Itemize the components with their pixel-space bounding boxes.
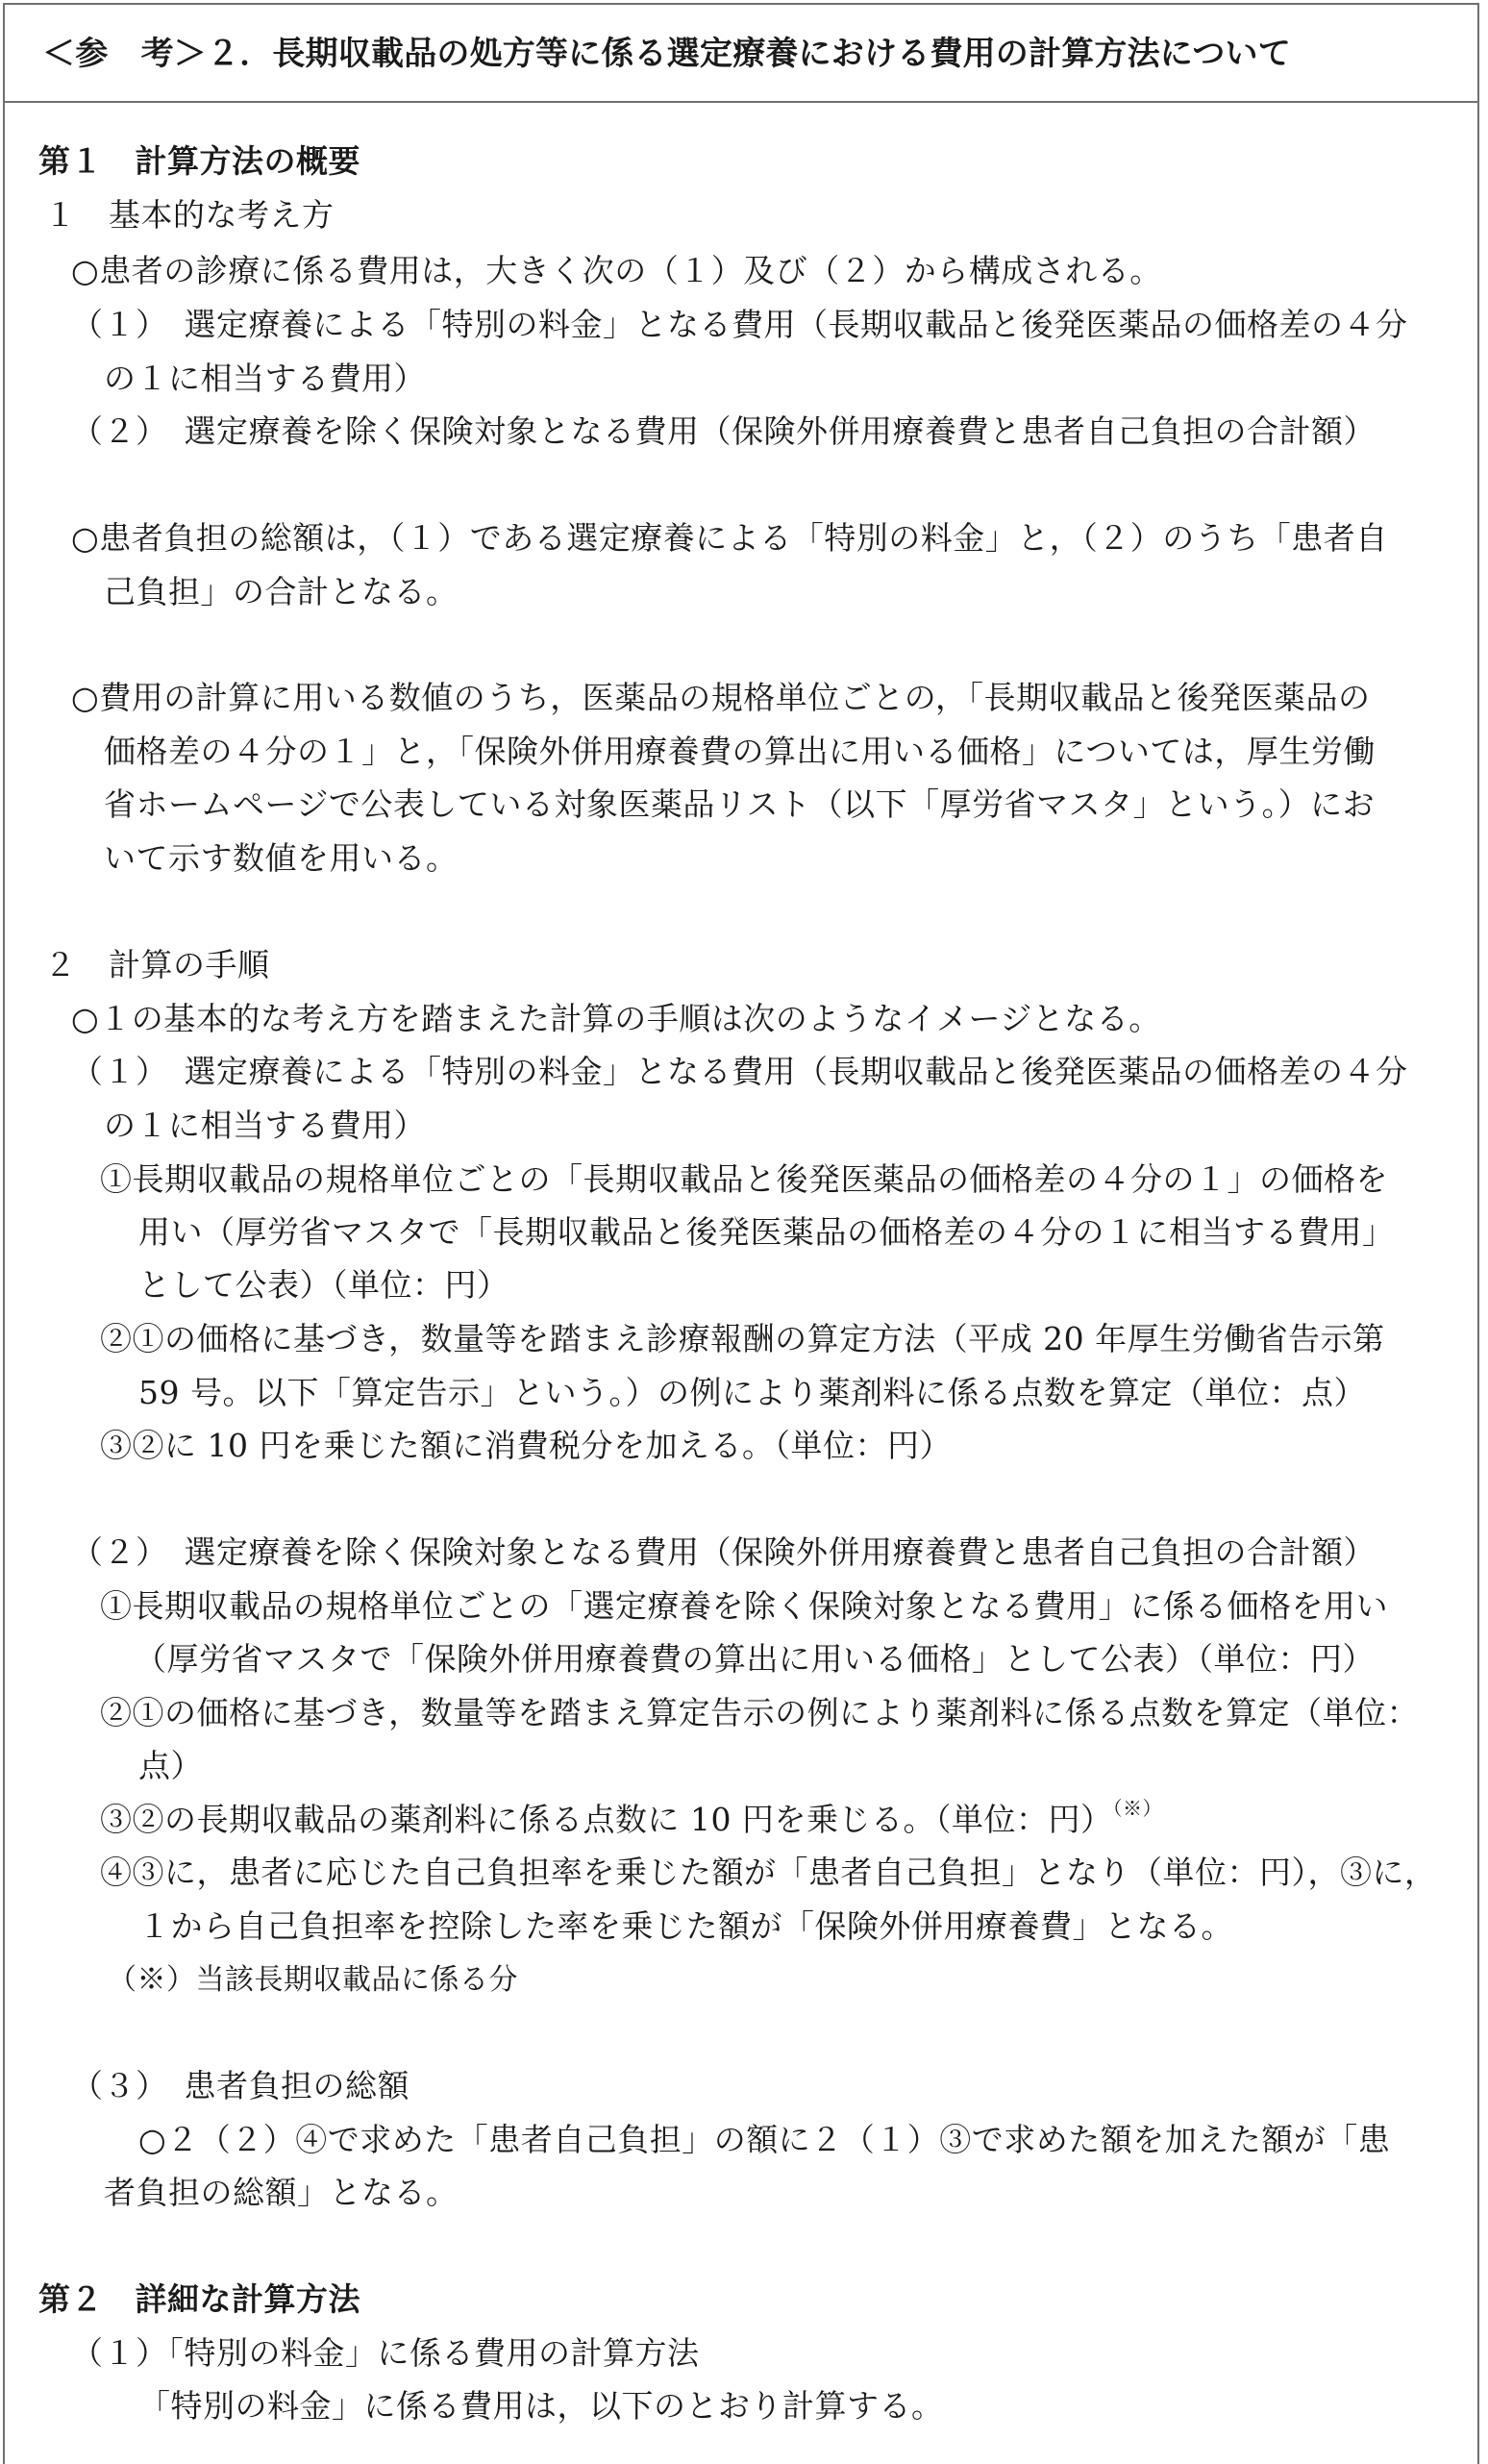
text-line: ②①の価格に基づき，数量等を踏まえ算定告示の例により薬剤料に係る点数を算定（単位： xyxy=(100,1694,1420,1731)
text-line: ○患者負担の総額は，（１）である選定療養による「特別の料金」と，（２）のうち「患者自 xyxy=(71,519,1388,557)
text-line: （１） 選定療養による「特別の料金」となる費用（長期収載品と後発医薬品の価格差の４分 xyxy=(71,1053,1408,1090)
subsection-1-heading: １ 基本的な考え方 xyxy=(44,196,335,234)
title-divider xyxy=(3,101,1479,103)
text-line: 己負担」の合計となる。 xyxy=(104,573,459,610)
footnote: （※）当該長期収載品に係る分 xyxy=(108,1963,518,1997)
text-line: 用い（厚労省マスタで「長期収載品と後発医薬品の価格差の４分の１に相当する費用」 xyxy=(138,1213,1395,1251)
text-line: ④③に，患者に応じた自己負担率を乗じた額が「患者自己負担」となり（単位：円），③に， xyxy=(100,1854,1437,1891)
subsection-2-heading: ２ 計算の手順 xyxy=(44,946,270,983)
text-line: ○２（２）④で求めた「患者自己負担」の額に２（１）③で求めた額を加えた額が「患 xyxy=(138,2121,1391,2158)
text-line: の１に相当する費用） xyxy=(104,1107,426,1144)
text-line: 省ホームページで公表している対象医薬品リスト（以下「厚労省マスタ」という。）にお xyxy=(104,785,1376,823)
text-line: ○患者の診療に係る費用は，大きく次の（１）及び（２）から構成される。 xyxy=(71,252,1162,289)
text-line: （２） 選定療養を除く保険対象となる費用（保険外併用療養費と患者自己負担の合計額） xyxy=(71,412,1376,450)
text-line: ①長期収載品の規格単位ごとの「長期収載品と後発医薬品の価格差の４分の１」の価格を xyxy=(100,1160,1388,1198)
text-line: （１） 選定療養による「特別の料金」となる費用（長期収載品と後発医薬品の価格差の４分 xyxy=(71,306,1408,343)
text-line: 点） xyxy=(138,1747,203,1784)
text-line-body: ③②の長期収載品の薬剤料に係る点数に 10 円を乗じる。（単位：円） xyxy=(100,1801,1113,1838)
text-line: の１に相当する費用） xyxy=(104,360,426,397)
text-line: 59 号。以下「算定告示」という。）の例により薬剤料に係る点数を算定（単位：点） xyxy=(138,1374,1366,1411)
text-line: 者負担の総額」となる。 xyxy=(104,2174,459,2211)
footnote-marker: （※） xyxy=(1112,1797,1162,1820)
text-line: １から自己負担率を控除した率を乗じた額が「保険外併用療養費」となる。 xyxy=(138,1907,1233,1945)
text-line: ③②に 10 円を乗じた額に消費税分を加える。（単位：円） xyxy=(100,1427,952,1464)
text-line: （２） 選定療養を除く保険対象となる費用（保険外併用療養費と患者自己負担の合計額） xyxy=(71,1533,1376,1571)
text-line: ②①の価格に基づき，数量等を踏まえ診療報酬の算定方法（平成 20 年厚生労働省告示第 xyxy=(100,1320,1385,1357)
text-line: いて示す数値を用いる。 xyxy=(104,839,459,877)
text-line: （１）「特別の料金」に係る費用の計算方法 xyxy=(71,2334,700,2372)
text-line: として公表）（単位：円） xyxy=(138,1266,509,1304)
text-line: 「特別の料金」に係る費用は，以下のとおり計算する。 xyxy=(138,2387,944,2425)
section-2-heading: 第２ 詳細な計算方法 xyxy=(38,2280,360,2318)
text-line: （３） 患者負担の総額 xyxy=(71,2067,409,2104)
text-line xyxy=(100,1797,1162,1839)
document-title: ＜参 考＞２．長期収載品の処方等に係る選定療養における費用の計算方法について xyxy=(42,35,1291,73)
text-line: ①長期収載品の規格単位ごとの「選定療養を除く保険対象となる費用」に係る価格を用い xyxy=(100,1587,1388,1625)
section-1-heading: 第１ 計算方法の概要 xyxy=(38,142,360,180)
text-line: ○１の基本的な考え方を踏まえた計算の手順は次のようなイメージとなる。 xyxy=(71,1000,1161,1037)
text-line: （厚労省マスタで「保険外併用療養費の算出に用いる価格」として公表）（単位：円） xyxy=(135,1640,1375,1678)
text-line: 価格差の４分の１」と，「保険外併用療養費の算出に用いる価格」については，厚生労働 xyxy=(104,733,1376,770)
text-line: ○費用の計算に用いる数値のうち，医薬品の規格単位ごとの，「長期収載品と後発医薬品の xyxy=(71,679,1371,716)
